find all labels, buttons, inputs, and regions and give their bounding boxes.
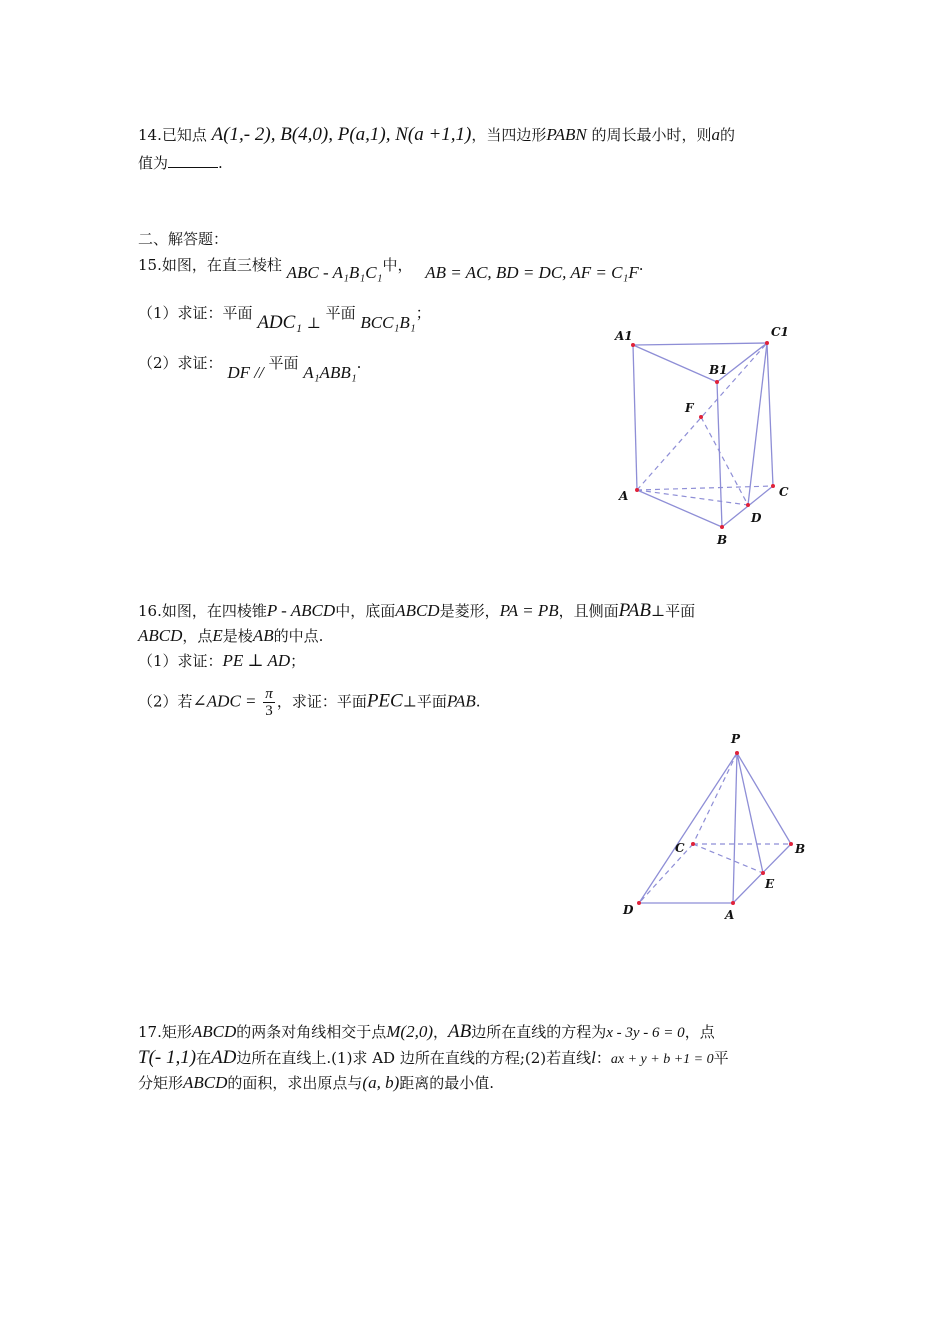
q17-point-m: M(2,0) [386,1022,433,1041]
q16-text: 是菱形， [439,602,500,620]
q17-text: ，点 [684,1023,715,1041]
q15-part1 [138,302,431,333]
label-c: C [675,841,685,855]
q17-text: ： [595,1049,611,1067]
edge-ac [637,486,773,490]
edge-c1d [748,343,767,505]
q16-text: 中，底面 [335,602,396,620]
point-e [761,871,765,875]
label-p: P [731,732,741,746]
q16-pe-perp-ad: PE ⊥ AD [222,651,291,670]
q15-text: 15.如图，在直三棱柱 [138,256,282,274]
q15-text: （2）求证： [138,354,223,372]
q15-text: 平面 [325,304,356,322]
q14-text: . [218,154,223,172]
q16-text: （2）若 [138,692,193,711]
q16-text: 的中点. [273,627,324,645]
q16-text: ，点 [182,627,213,645]
q15-text: 中， [382,256,413,274]
point-c1 [765,341,769,345]
edge-pa [733,753,737,903]
q16-base: ABCD [395,601,440,620]
q17-text: 平 [713,1049,729,1067]
q17-point-ab: (a, b) [362,1073,400,1092]
point-c [691,842,695,846]
point-a [635,488,639,492]
edge-ab [637,490,722,527]
point-d [637,901,641,905]
q16-text: 是棱 [222,627,253,645]
q17-rect: ABCD [183,1073,228,1092]
edge-pd [639,753,737,903]
q16-text: 16.如图，在四棱锥 [138,602,267,620]
q16-angle: ∠ADC = [192,691,257,711]
fraction-denominator: 3 [265,703,273,719]
q14-text: 14.已知点 [138,126,212,144]
q17-rect: ABCD [191,1022,237,1041]
q14-text: 的 [720,126,736,144]
q17-text: 边所在直线的方程为 [471,1023,607,1041]
q14-line1 [138,124,735,146]
q17-line-l: l [591,1048,596,1067]
label-c1: C1 [771,325,789,339]
q17-text: 距离的最小值. [399,1074,495,1092]
q16-pyramid: P - ABCD [266,601,336,620]
edge-pe [737,753,763,873]
label-b1: B1 [709,363,728,377]
q15-plane-a1abb1: A₁ABB₁ [303,363,357,382]
q16-condition: PA = PB [499,601,559,620]
q15-line1 [138,254,644,282]
point-a [731,901,735,905]
q17-line2 [138,1047,729,1071]
q16-plane-pec: PEC [366,690,403,712]
q17-line-ab-equation: x - 3y - 6 = 0 [606,1025,685,1041]
edge-a1b1 [633,345,717,382]
label-c: C [779,485,789,499]
q16-text: ，求证：平面 [276,692,367,711]
q17-text: 在 [196,1049,212,1067]
point-f [699,415,703,419]
q16-point-e: E [212,626,223,645]
point-d [746,503,750,507]
edge-pb [737,753,791,844]
q17-point-t: T(- 1,1) [138,1047,197,1068]
q15-text: （1）求证：平面 [138,304,253,322]
label-e: E [765,877,775,891]
q17-edge-ad: AD [211,1047,237,1068]
q14-points: A(1,- 2), B(4,0), P(a,1), N(a +1,1) [211,124,472,145]
q14-text: 值为 [138,154,169,172]
point-b [789,842,793,846]
edge-pc [693,753,737,844]
q15-part2 [138,352,362,382]
q16-plane-pab: PAB [446,691,476,711]
q17-edge-ab: AB [448,1021,472,1042]
q16-text: . [475,692,481,711]
q15-plane-bcc1b1: BCC₁B₁ [360,313,416,332]
point-c [771,484,775,488]
q16-line2 [138,625,323,647]
label-a: A [725,908,735,922]
label-b: B [717,533,728,547]
q17-text: 边所在直线上.(1)求 AD 边所在直线的方程;(2)若直线 [236,1049,592,1067]
q16-text: ⊥平面 [651,602,696,620]
q16-pyramid-figure [615,728,835,928]
q16-text: ； [290,652,306,670]
edge-fd [701,417,748,505]
q16-base: ABCD [138,626,183,645]
q15-prism-figure [605,320,835,560]
label-f: F [685,401,694,415]
point-p [735,751,739,755]
q14-text: 的周长最小时，则 [586,126,712,144]
label-d: D [751,511,762,525]
q17-text: 的面积，求出原点与 [227,1074,363,1092]
perp-symbol: ⊥ [306,314,321,332]
q15-text: . [638,256,644,274]
q14-text: ，当四边形 [471,126,547,144]
q17-line1 [138,1021,715,1044]
edge-a1c1 [633,343,767,345]
edge-cd [639,844,693,903]
label-d: D [623,903,634,917]
fraction-numerator: π [265,686,273,702]
section-title: 二、解答题： [138,230,229,248]
q15-prism: ABC - A₁B₁C₁ [286,263,383,282]
q15-text: . [356,354,362,372]
edge-a1a [633,345,637,490]
q17-text: 的两条对角线相交于点 [236,1023,387,1041]
q16-line1 [138,600,695,622]
q16-part1 [138,650,305,672]
q16-text: ，且侧面 [558,602,619,620]
q17-text: 17.矩形 [138,1023,192,1041]
q16-face: PAB [618,600,652,621]
point-b1 [715,380,719,384]
label-a1: A1 [615,329,633,343]
q17-text: ， [433,1023,449,1041]
q16-edge-ab: AB [252,626,274,645]
q15-text: 平面 [268,354,299,372]
q15-text: ； [415,304,431,322]
edge-ce [693,844,763,873]
q17-line3 [138,1072,494,1094]
answer-blank [168,152,218,168]
label-b: B [795,842,806,856]
point-a1 [631,343,635,347]
q14-line2 [138,152,223,174]
point-b [720,525,724,529]
q15-plane-adc1: ADC₁ [257,312,302,333]
label-a: A [619,489,629,503]
q15-conditions: AB = AC, BD = DC, AF = C₁F [425,263,639,282]
q16-text: ⊥平面 [402,692,447,711]
q15-df-parallel: DF // [227,363,264,382]
q17-line-l-equation: ax + y + b +1 = 0 [610,1052,714,1067]
edge-b1b [717,382,722,527]
q17-text: 分矩形 [138,1074,184,1092]
q16-text: （1）求证： [138,652,223,670]
fraction-pi-3 [263,686,275,719]
edge-c1c [767,343,773,486]
q14-var-a: a [711,125,720,144]
q14-quad: PABN [546,125,587,144]
q16-part2 [138,686,481,719]
